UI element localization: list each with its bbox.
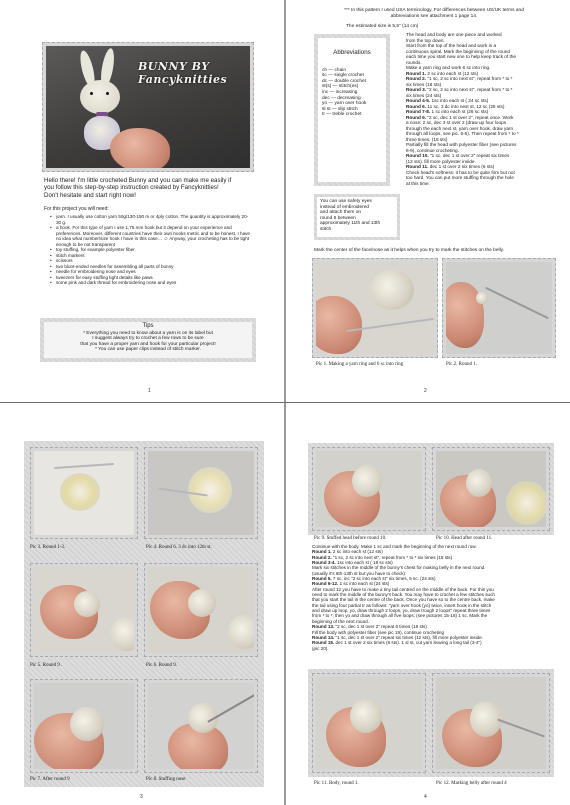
instruction-text: 1 sc into each st (26 sc sts) (430, 109, 489, 114)
instruction-text: the tail using four partial tr as follows: "yarn over hook (yo) twice, insert hook in the stitch (312, 602, 492, 608)
pic-7-photo (34, 683, 134, 769)
pic-4-frame (144, 447, 258, 539)
bunny-photo (46, 46, 250, 168)
pic-6-frame (144, 563, 258, 657)
pic-11-frame (312, 673, 426, 773)
round-label: Round 7-8. (406, 109, 431, 114)
body-instructions (312, 544, 562, 651)
pic-9-frame (312, 447, 426, 531)
abbr-item: yo — yarn over hook (322, 101, 367, 107)
instruction-text: six times (18 sts) (406, 81, 442, 87)
instruction-text: 1 sc into each st (24 sts) (338, 581, 390, 587)
intro-line: you follow this step-by-step instruction created by Fancyknitties! (44, 184, 219, 192)
tip-line: that you have a proper yarn and hook for your particular project! (80, 341, 216, 347)
head-instructions (406, 32, 566, 186)
round-label: Round 14. (312, 634, 335, 640)
instruction-text: three times. (18 sts) (406, 136, 448, 142)
pic-3-caption: Pic 3. Round 1-3. (30, 545, 66, 550)
instruction-text: "2 sc, 2 sc into next st", repeat from * to * (426, 87, 513, 92)
round-label: Round 1. (406, 70, 427, 76)
pic-10-photo (436, 451, 546, 527)
list-item: • stitch markers (50, 253, 250, 259)
instruction-text: (pic 20). (312, 645, 329, 651)
pic-2-frame (442, 258, 556, 358)
safety-eyes-box (314, 194, 400, 240)
instruction-text: each time you start new one to help keep track of the (406, 54, 516, 59)
instruction-text: 1sc into each st ( 24 sc sts) (430, 98, 489, 103)
pic-7-frame (30, 679, 138, 773)
instruction-text: "1 sc, 2 sc into next st", repeat from * to * six times (18 sts) (331, 554, 453, 560)
instruction-text: Mark six stitches in the middle of the bunny's chest for making belly in the next round. (312, 565, 486, 571)
pic-8-caption: Pic 8. Stuffing nose (146, 777, 186, 782)
instruction-text: from the top down. (406, 37, 445, 43)
abbr-item: inc — increasing (322, 89, 358, 95)
round-label: Round 3. (406, 87, 427, 92)
abbreviations-box (314, 34, 390, 186)
page-4 (286, 403, 570, 805)
instruction-line (406, 181, 566, 187)
pic-6-caption: Pic 6. Round 9. (146, 663, 177, 668)
pic-1-caption: Pic 1. Making a yarn ring and 6 sc into ring (316, 362, 404, 367)
terminology-note (314, 8, 554, 19)
round-label: Round 11. (406, 164, 429, 169)
note-line: abbreviations see attachment 1 page 14. (390, 13, 478, 19)
pic-12-caption: Pic 12. Marking belly after round 4 (436, 781, 507, 786)
instruction-text: 1sc into each st ( 18 sc sts) (335, 560, 393, 566)
instruction-text: Partially fill the head with polyester fiber (see pictures (406, 142, 517, 147)
top-spread (0, 0, 570, 402)
abbreviations-title: Abbreviations (333, 49, 371, 56)
instruction-text: 7 sc, inc "2 sc into each st" six times, 5 sc. (24 sts) (331, 576, 436, 582)
instruction-text: Check head's softness: it has to be quite firm but not (406, 169, 515, 175)
pic-12-frame (432, 673, 550, 773)
pic-1-frame (312, 258, 438, 358)
pic-3-frame (30, 447, 138, 539)
pic-4-caption: Pic 4. Round 6. 3 dc into 12th st. (146, 545, 212, 550)
page-number: 3 (140, 794, 143, 800)
intro-text (44, 177, 264, 199)
instruction-text: rounds. (406, 59, 422, 65)
instruction-text: Make a yarn ring and work 6 sc into ring. (406, 65, 491, 70)
instruction-text: need to mark the middle of the bunny's back. You may have to crochet a few stitches such (312, 592, 495, 598)
round-label: Round 3-4. (312, 560, 336, 566)
round-label: Round 6-12. (312, 581, 339, 587)
instruction-text: "2 sc, dec 1 st over 2" repeat 6 times (18 sts) (334, 624, 427, 630)
round-label: Round 1. (312, 549, 332, 555)
round-label: Round 10. (406, 153, 429, 158)
pic-5-frame (30, 563, 138, 657)
abbr-item: sc — single crochet (322, 73, 364, 79)
round-label: Round 6. (406, 103, 427, 109)
pic-11-photo (316, 677, 422, 769)
tip-line: I suggest always try to crochet a few rows to be sure (92, 336, 204, 342)
instruction-text: "1 sc, 2 sc into next st", repeat from * to * (426, 76, 513, 81)
instruction-text: After round 12 you have to make a tiny tail centred on the middle of the back. For this you (312, 586, 494, 592)
round-label: Round 15. (312, 640, 335, 646)
round-label: Round 2. (406, 76, 427, 81)
instruction-text: at this time. (406, 180, 430, 186)
need-title: For this project you will need: (44, 206, 109, 212)
pic-3-photo (34, 451, 134, 535)
list-item: • a hook. For this type of yarn I use 1,75 mm hook but it depend on your experience and preferences. Moreover, different countries have their own hooks metric and to be honest, I have no idea what number/size hook I have in this case… ☺ Anyway, your crocheting has to be tight enough to be not transparent (50, 225, 250, 247)
abbr-item: sl st — slip stitch (322, 106, 358, 112)
pic-8-photo (148, 683, 254, 769)
page-1 (0, 0, 284, 402)
abbr-item: st(s) — stitch(es) (322, 84, 359, 90)
instruction-text: 8-9), continue crocheting. (406, 147, 459, 153)
pic-10-frame (432, 447, 550, 531)
pic-4-photo (148, 451, 254, 535)
pic-11-caption: Pic 11. Body, round 1. (314, 781, 359, 786)
page-3 (0, 403, 284, 805)
intro-line: Don't hesitate and start right now! (44, 191, 136, 199)
instruction-line (312, 646, 562, 651)
round-label: Round 2. (312, 554, 332, 560)
instruction-text: (usually it's 6th-13th st but you have to check) (312, 570, 406, 576)
abbr-item: ch — chain (322, 67, 346, 73)
abbr-item: dc — double crochet (322, 78, 366, 84)
safety-line: instead of embroidered (320, 204, 370, 210)
instruction-text: continuous spiral. Mark the beginning of the round (406, 48, 510, 54)
photo-title-text: BUNNY BY Fancyknitties (138, 60, 228, 86)
pic-8-frame (144, 679, 258, 773)
safety-line: and attach them on (320, 210, 362, 216)
tip-line: * You can use paper clips instead of stitch marker. (95, 347, 201, 353)
instruction-text: 2 sc into each st (12 sts) (331, 549, 383, 555)
instruction-text: "1 sc, dec 1 st over 2" repeat six times (12 sts), fill more polyester inside. (334, 634, 484, 640)
list-item: • scissors (50, 258, 250, 264)
instruction-text: 2 sc into each st (12 sts) (426, 70, 479, 76)
bottom-spread (0, 403, 570, 805)
abbr-item: dec — decreasing (322, 95, 361, 101)
pic-2-photo (446, 262, 552, 354)
bunny-photo-frame (42, 42, 254, 172)
instruction-text: through all loops, see pic. 5-6). Then repeat from * to * (406, 131, 519, 136)
instruction-text: that you start the tail in the centre of the back. Once you have so to the centre back, make (312, 597, 495, 603)
round-label: Round 9. (406, 114, 427, 120)
list-item: • tweezers for easy stuffing tight details like paws (50, 275, 250, 281)
page-number: 4 (424, 794, 427, 800)
instruction-text: beginning of the next round. (312, 618, 369, 624)
instruction-text: six times (24 sts) (406, 92, 442, 98)
supplies-list (50, 214, 250, 286)
instruction-text: and draw up loop, yo, draw through 2 loops, yo, draw trough 2 loops" repeat three times (312, 608, 491, 614)
instruction-text: 11 sc, 3 dc into next st, 12 sc (26 sts) (426, 103, 505, 109)
size-text: The estimated size is 5,5" (14 cm) (346, 24, 419, 29)
safety-line: You can use safety eyes (320, 199, 372, 204)
pic-6-photo (148, 567, 254, 653)
list-item: • needle for embroidering nose and eyes (50, 269, 250, 275)
note-line: *** In this pattern I used USA terminology. For differences between US/UK terms and (344, 8, 524, 13)
instruction-text: "1 sc, dec 1 st over 2" repeat six times (428, 153, 510, 158)
instruction-text: too hard. You can put more stuffing through the hole (406, 175, 514, 180)
page-number: 1 (148, 388, 151, 394)
list-item: • yarn. I usually use cotton yarn 50g/130-150 m or 4ply cotton. The quantity is approximately 20-30 g. (50, 214, 250, 225)
round-label: Round 13. (312, 624, 335, 630)
pic-5-photo (34, 567, 134, 653)
instruction-text: dec 1 st over 2 six times (6 sts) (428, 164, 495, 169)
pic-9-caption: Pic 9. Stuffed head before round 10. (314, 536, 387, 541)
page-number: 2 (424, 388, 427, 394)
instruction-text: (12 sts), fill more polyester inside. (406, 158, 476, 164)
instruction-text: "2 sc, dec 1 st over 2", repeat once. Work (426, 114, 514, 120)
instruction-text: The head and body are one piece and worked (406, 32, 502, 37)
instruction-text: Start from the top of the head and work in a (406, 43, 497, 48)
instruction-text: from * to *, then yo and draw through all five loops. (see pictures 15-18) 1 sc. Mark the (312, 613, 488, 619)
instruction-text: dec 1 st over 2 six times (6 sts). 1 sl st, cut yarn leaving a long tail (3-4") (334, 640, 482, 646)
intro-line: Hello there! I'm little crocheted Bunny and you can make me easily if (44, 177, 232, 184)
list-item: • some pink and dark thread for embroidering nose and eyes (50, 280, 250, 286)
pic-9-photo (316, 451, 422, 527)
safety-line: stitch (320, 226, 332, 232)
instruction-text: Continue with the body. Make 1 sc and mark the beginning of the next round row. (312, 544, 477, 549)
round-label: Round 4-5. (406, 98, 431, 103)
pic-12-photo (436, 677, 546, 769)
pic-7-caption: Pic 7. After round 9 (30, 777, 70, 782)
pic-1-photo (316, 262, 434, 354)
page-2 (286, 0, 570, 402)
tips-title: Tips (142, 323, 154, 329)
mark-center-text: Mark the center of the face/nose as it helps when you try to mark the stitches on the belly. (314, 248, 505, 253)
instruction-text: a nose: 2 sc, dec 3 st over 2 (draw up four loops (406, 120, 507, 125)
instruction-text: Fill the body with polyester fiber (see pic 19), continue crocheting (312, 629, 445, 635)
pic-2-caption: Pic 2. Round 1. (446, 362, 477, 367)
safety-line: round 6 between (320, 215, 356, 221)
abbr-item: tr — treble crochet (322, 112, 362, 118)
list-item: • toy stuffing, for example polyester fiber (50, 247, 250, 253)
list-item: • two blunt-ended needles for assembling all parts of bunny (50, 264, 250, 270)
safety-line: approximately 11th and 13th (320, 221, 381, 227)
tips-box (40, 318, 256, 362)
pic-5-caption: Pic 5. Round 9 . (30, 663, 63, 668)
pic-10-caption: Pic 10. Head after round 11. (436, 536, 493, 541)
round-label: Round 5. (312, 576, 332, 582)
tip-line: * Everything you need to know about a yarn is on its label but (83, 330, 213, 336)
instruction-text: through the each next st, yarn over hook, draw yarn (406, 125, 514, 131)
